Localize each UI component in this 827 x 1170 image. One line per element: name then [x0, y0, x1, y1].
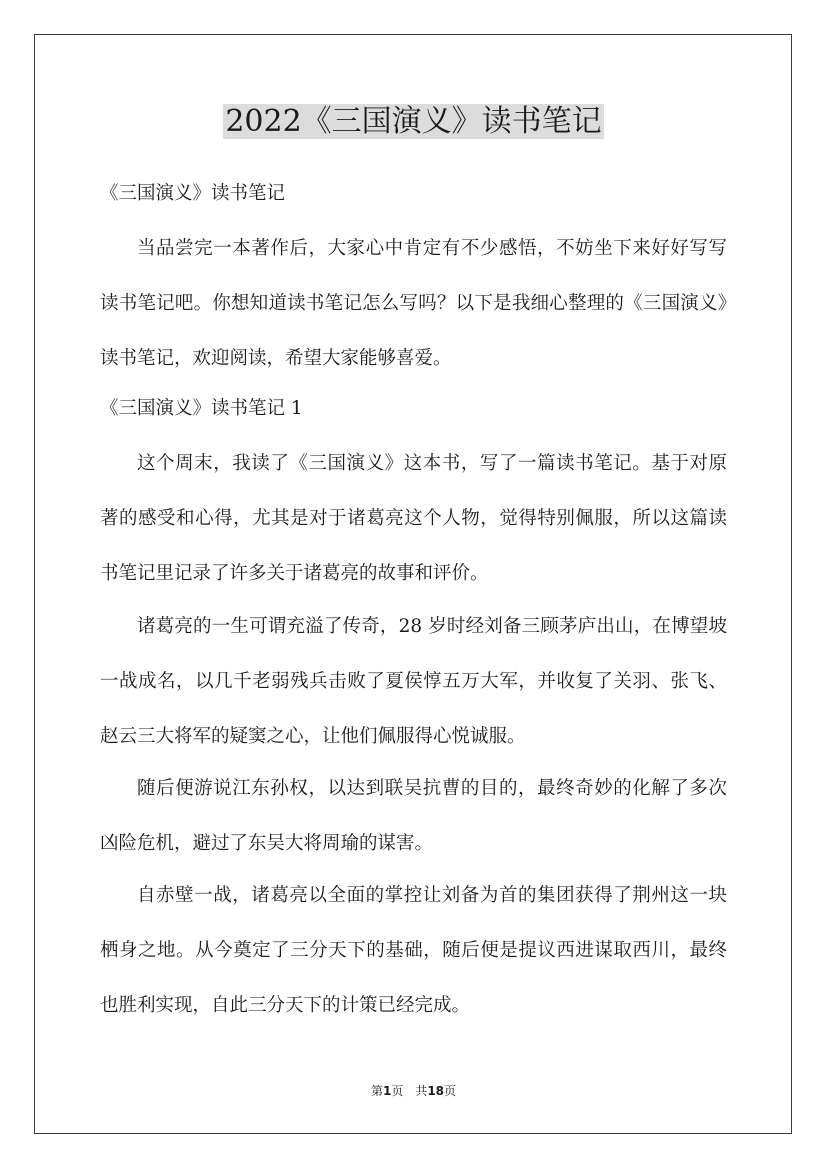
section-1-heading: 《三国演义》读书笔记 1 [100, 398, 303, 419]
paragraph-4: 自赤壁一战，诸葛亮以全面的掌控让刘备为首的集团获得了荆州这一块栖身之地。从今奠定了三分天下的基础，随后便是提议西进谋取西川，最终也胜利实现，自此三分天下的计策已经完成。 [100, 885, 727, 1016]
paragraph-2: 诸葛亮的一生可谓充溢了传奇，28 岁时经刘备三顾茅庐出山，在博望坡一战成名，以几千老弱残兵击败了夏侯惇五万大军，并收复了关羽、张飞、赵云三大将军的疑窦之心，让他们佩服得心悦诚服。 [100, 616, 727, 747]
document-title [0, 102, 827, 142]
paragraph-1: 这个周末，我读了《三国演义》这本书，写了一篇读书笔记。基于对原著的感受和心得，尤其是对于诸葛亮这个人物，觉得特别佩服，所以这篇读书笔记里记录了许多关于诸葛亮的故事和评价。 [100, 453, 727, 584]
page-mid: 页 共 [391, 1084, 428, 1098]
page-current: 1 [382, 1084, 392, 1098]
page-total: 18 [427, 1084, 445, 1098]
intro-paragraph: 当品尝完一本著作后，大家心中肯定有不少感悟，不妨坐下来好好写写读书笔记吧。你想知道读书笔记怎么写吗？以下是我细心整理的《三国演义》读书笔记，欢迎阅读，希望大家能够喜爱。 [100, 238, 727, 369]
intro-heading: 《三国演义》读书笔记 [100, 183, 286, 204]
page-suffix: 页 [444, 1084, 457, 1098]
document-title-text: 2022《三国演义》读书笔记 [225, 104, 602, 139]
page-prefix: 第 [370, 1084, 383, 1098]
paragraph-3: 随后便游说江东孙权，以达到联吴抗曹的目的，最终奇妙的化解了多次凶险危机，避过了东吴大将周瑜的谋害。 [100, 778, 727, 854]
page-number-footer [0, 1083, 827, 1099]
